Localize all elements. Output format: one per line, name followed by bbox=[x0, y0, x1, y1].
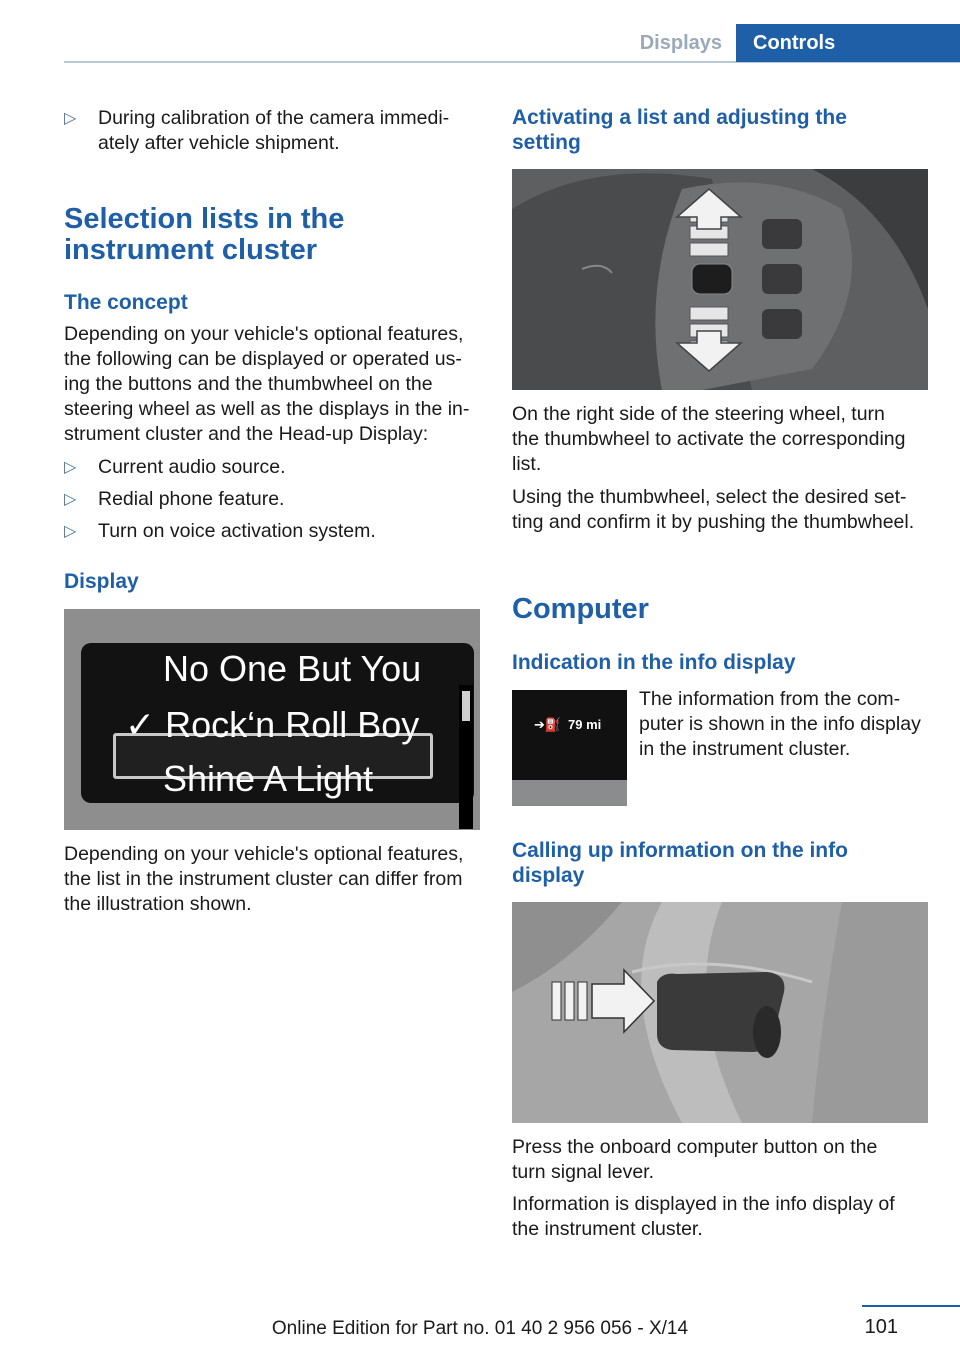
concept-line: Depending on your vehicle's optional features, bbox=[64, 323, 464, 345]
concept-bullet bbox=[64, 487, 480, 512]
concept-bullet-text: Current audio source. bbox=[98, 456, 286, 478]
calling-line: Information is displayed in the info display of bbox=[512, 1193, 895, 1215]
concept-line: strument cluster and the Head-up Display: bbox=[64, 423, 429, 445]
indication-line: The information from the com- bbox=[639, 688, 901, 710]
triangle-bullet-icon: ▷ bbox=[64, 110, 77, 127]
concept-line: steering wheel as well as the displays in the in- bbox=[64, 398, 470, 420]
calling-line: turn signal lever. bbox=[512, 1161, 654, 1183]
calling-line: Press the onboard computer button on the bbox=[512, 1136, 878, 1158]
activate-line: ting and confirm it by pushing the thumbwheel. bbox=[512, 511, 915, 533]
concept-bullet-text: Turn on voice activation system. bbox=[98, 520, 376, 542]
concept-heading: The concept bbox=[64, 291, 188, 314]
intro-bullet bbox=[64, 106, 480, 156]
concept-paragraph bbox=[64, 322, 484, 447]
display-note-paragraph bbox=[64, 842, 484, 917]
footer-rule bbox=[862, 1305, 960, 1307]
indication-paragraph bbox=[639, 687, 939, 762]
concept-bullet bbox=[64, 455, 480, 480]
calling-heading-line-2: display bbox=[512, 864, 585, 887]
steering-wheel-thumbwheel-illustration bbox=[512, 169, 928, 390]
display-heading: Display bbox=[64, 570, 139, 593]
selection-heading-line-2: instrument cluster bbox=[64, 234, 317, 266]
calling-up-heading bbox=[512, 838, 928, 888]
activate-list-heading bbox=[512, 105, 928, 155]
concept-bullet bbox=[64, 519, 480, 544]
indication-line: in the instrument cluster. bbox=[639, 738, 851, 760]
info-display-frame bbox=[512, 780, 627, 806]
computer-heading: Computer bbox=[512, 593, 649, 625]
activate-heading-line-2: setting bbox=[512, 131, 581, 154]
range-readout: 79 mi bbox=[568, 717, 602, 732]
list-item: Shine A Light bbox=[163, 758, 374, 799]
info-display-screen bbox=[512, 690, 627, 780]
header-chapter-tab: Controls bbox=[736, 24, 960, 62]
intro-bullet-line-2: ately after vehicle shipment. bbox=[98, 132, 340, 154]
display-note-line: the list in the instrument cluster can differ from bbox=[64, 868, 463, 890]
cluster-screen bbox=[81, 643, 474, 803]
steering-wheel-drawing bbox=[512, 169, 928, 390]
triangle-bullet-icon: ▷ bbox=[64, 523, 77, 540]
lever-drawing bbox=[512, 902, 928, 1123]
instrument-cluster-list-illustration bbox=[64, 609, 480, 830]
activate-line: the thumbwheel to activate the corresponding bbox=[512, 428, 906, 450]
concept-line: the following can be displayed or operated us- bbox=[64, 348, 462, 370]
triangle-bullet-icon: ▷ bbox=[64, 491, 77, 508]
selection-lists-heading bbox=[64, 204, 480, 266]
activate-paragraph-2 bbox=[512, 485, 932, 535]
triangle-bullet-icon: ▷ bbox=[64, 459, 77, 476]
turn-signal-lever-illustration bbox=[512, 902, 928, 1123]
calling-heading-line-1: Calling up information on the info bbox=[512, 839, 848, 862]
concept-line: ing the buttons and the thumbwheel on the bbox=[64, 373, 433, 395]
display-note-line: the illustration shown. bbox=[64, 893, 252, 915]
intro-bullet-line-1: During calibration of the camera immedi- bbox=[98, 107, 450, 129]
activate-line: On the right side of the steering wheel, turn bbox=[512, 403, 885, 425]
indication-line: puter is shown in the info display bbox=[639, 713, 921, 735]
list-item: No One But You bbox=[163, 648, 422, 689]
selection-heading-line-1: Selection lists in the bbox=[64, 203, 345, 235]
info-display-thumbnail bbox=[512, 690, 627, 806]
header-section-label: Displays bbox=[639, 32, 722, 54]
list-item-selected: ✓ Rock‘n Roll Boy bbox=[125, 704, 420, 745]
list-scrollbar bbox=[459, 685, 473, 829]
display-note-line: Depending on your vehicle's optional features, bbox=[64, 843, 464, 865]
page-number: 101 bbox=[864, 1316, 898, 1338]
concept-bullet-text: Redial phone feature. bbox=[98, 488, 285, 510]
edition-note: Online Edition for Part no. 01 40 2 956 056 - X/14 bbox=[271, 1318, 689, 1339]
range-fuel-icon: ➔⛽ bbox=[534, 717, 562, 732]
calling-line: the instrument cluster. bbox=[512, 1218, 703, 1240]
activate-line: Using the thumbwheel, select the desired set- bbox=[512, 486, 907, 508]
calling-paragraph-2 bbox=[512, 1192, 932, 1242]
activate-heading-line-1: Activating a list and adjusting the bbox=[512, 106, 847, 129]
calling-paragraph-1 bbox=[512, 1135, 932, 1185]
indication-heading: Indication in the info display bbox=[512, 651, 796, 674]
activate-line: list. bbox=[512, 453, 542, 475]
activate-paragraph-1 bbox=[512, 402, 932, 477]
scrollbar-thumb bbox=[462, 691, 470, 721]
